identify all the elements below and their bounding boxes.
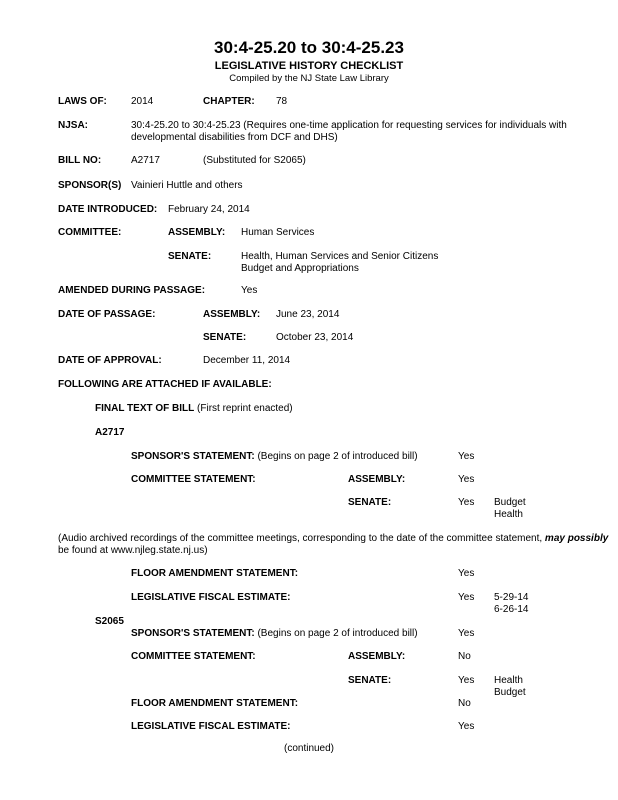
a2717-committee-senate-detail-2: Health: [494, 509, 523, 520]
compiled-by: Compiled by the NJ State Law Library: [229, 73, 389, 84]
date-introduced-value: February 24, 2014: [168, 204, 250, 215]
a2717-label: A2717: [95, 427, 125, 438]
s2065-committee-assembly-value: No: [458, 651, 471, 662]
audio-note-emphasis: may possibly: [544, 533, 609, 544]
committee-assembly-value: Human Services: [241, 227, 315, 238]
s2065-label: S2065: [95, 616, 124, 627]
committee-assembly-label: ASSEMBLY:: [168, 227, 226, 238]
a2717-sponsor-statement: [131, 451, 418, 463]
s2065-committee-senate-detail-1: Health: [494, 675, 523, 686]
approval-value: December 11, 2014: [203, 355, 291, 366]
a2717-fiscal-estimate-label: LEGISLATIVE FISCAL ESTIMATE:: [131, 592, 291, 603]
chapter-label: CHAPTER:: [203, 96, 255, 107]
s2065-floor-amendment-label: FLOOR AMENDMENT STATEMENT:: [131, 698, 299, 709]
a2717-committee-senate-value: Yes: [458, 497, 475, 508]
continued-note: (continued): [283, 743, 335, 754]
chapter-value: 78: [276, 96, 288, 107]
approval-label: DATE OF APPROVAL:: [58, 355, 162, 366]
s2065-committee-senate-detail-2: Budget: [494, 687, 526, 698]
final-text-label: FINAL TEXT OF BILL: [95, 403, 195, 414]
s2065-sponsor-statement-label: SPONSOR'S STATEMENT:: [131, 628, 255, 639]
a2717-sponsor-statement-label: SPONSOR'S STATEMENT:: [131, 451, 255, 462]
sponsors-label: SPONSOR(S): [58, 180, 122, 191]
a2717-committee-assembly-value: Yes: [458, 474, 475, 485]
a2717-fiscal-estimate-value: Yes: [458, 592, 475, 603]
a2717-fiscal-date-2: 6-26-14: [494, 604, 529, 615]
amended-value: Yes: [241, 285, 258, 296]
audio-note-line-2: be found at www.njleg.state.nj.us): [58, 545, 208, 556]
a2717-committee-senate-detail-1: Budget: [494, 497, 526, 508]
committee-senate-value-1: Health, Human Services and Senior Citizens: [241, 251, 439, 262]
document-title: 30:4-25.20 to 30:4-25.23: [214, 38, 404, 57]
bill-no-note: (Substituted for S2065): [203, 155, 306, 166]
a2717-floor-amendment-label: FLOOR AMENDMENT STATEMENT:: [131, 568, 299, 579]
a2717-fiscal-date-1: 5-29-14: [494, 592, 529, 603]
a2717-committee-statement-label: COMMITTEE STATEMENT:: [131, 474, 256, 485]
passage-assembly-label: ASSEMBLY:: [203, 309, 261, 320]
s2065-sponsor-statement-value: Yes: [458, 628, 475, 639]
date-introduced-label: DATE INTRODUCED:: [58, 204, 158, 215]
njsa-value: 30:4-25.20 to 30:4-25.23 (Requires one-time application for requesting services for individuals with developmental disabilities from DCF and DHS): [131, 120, 567, 143]
committee-senate-value-2: Budget and Appropriations: [241, 263, 359, 274]
committee-senate-label: SENATE:: [168, 251, 212, 262]
a2717-floor-amendment-value: Yes: [458, 568, 475, 579]
audio-note-line-1: [58, 533, 608, 545]
amended-label: AMENDED DURING PASSAGE:: [58, 285, 206, 296]
passage-senate-label: SENATE:: [203, 332, 247, 343]
laws-of-value: 2014: [131, 96, 154, 107]
attached-heading: FOLLOWING ARE ATTACHED IF AVAILABLE:: [58, 379, 272, 390]
njsa-label: NJSA:: [58, 120, 89, 131]
a2717-committee-senate-label: SENATE:: [348, 497, 392, 508]
s2065-committee-statement-label: COMMITTEE STATEMENT:: [131, 651, 256, 662]
final-text-row: [95, 403, 293, 415]
laws-of-label: LAWS OF:: [58, 96, 107, 107]
audio-note-text: (Audio archived recordings of the committee meetings, corresponding to the date of the committee statement,: [58, 533, 545, 544]
s2065-sponsor-statement: [131, 628, 418, 640]
sponsors-value: Vainieri Huttle and others: [131, 180, 243, 191]
document-subtitle: LEGISLATIVE HISTORY CHECKLIST: [214, 60, 404, 72]
s2065-floor-amendment-value: No: [458, 698, 471, 709]
s2065-committee-senate-label: SENATE:: [348, 675, 392, 686]
bill-no-value: A2717: [131, 155, 160, 166]
s2065-fiscal-estimate-value: Yes: [458, 721, 475, 732]
a2717-committee-assembly-label: ASSEMBLY:: [348, 474, 406, 485]
passage-label: DATE OF PASSAGE:: [58, 309, 156, 320]
s2065-committee-senate-value: Yes: [458, 675, 475, 686]
passage-senate-value: October 23, 2014: [276, 332, 354, 343]
passage-assembly-value: June 23, 2014: [276, 309, 340, 320]
a2717-sponsor-statement-note: (Begins on page 2 of introduced bill): [257, 451, 418, 462]
s2065-committee-assembly-label: ASSEMBLY:: [348, 651, 406, 662]
committee-label: COMMITTEE:: [58, 227, 122, 238]
s2065-fiscal-estimate-label: LEGISLATIVE FISCAL ESTIMATE:: [131, 721, 291, 732]
a2717-sponsor-statement-value: Yes: [458, 451, 475, 462]
bill-no-label: BILL NO:: [58, 155, 102, 166]
final-text-note: (First reprint enacted): [197, 403, 293, 414]
s2065-sponsor-statement-note: (Begins on page 2 of introduced bill): [257, 628, 418, 639]
